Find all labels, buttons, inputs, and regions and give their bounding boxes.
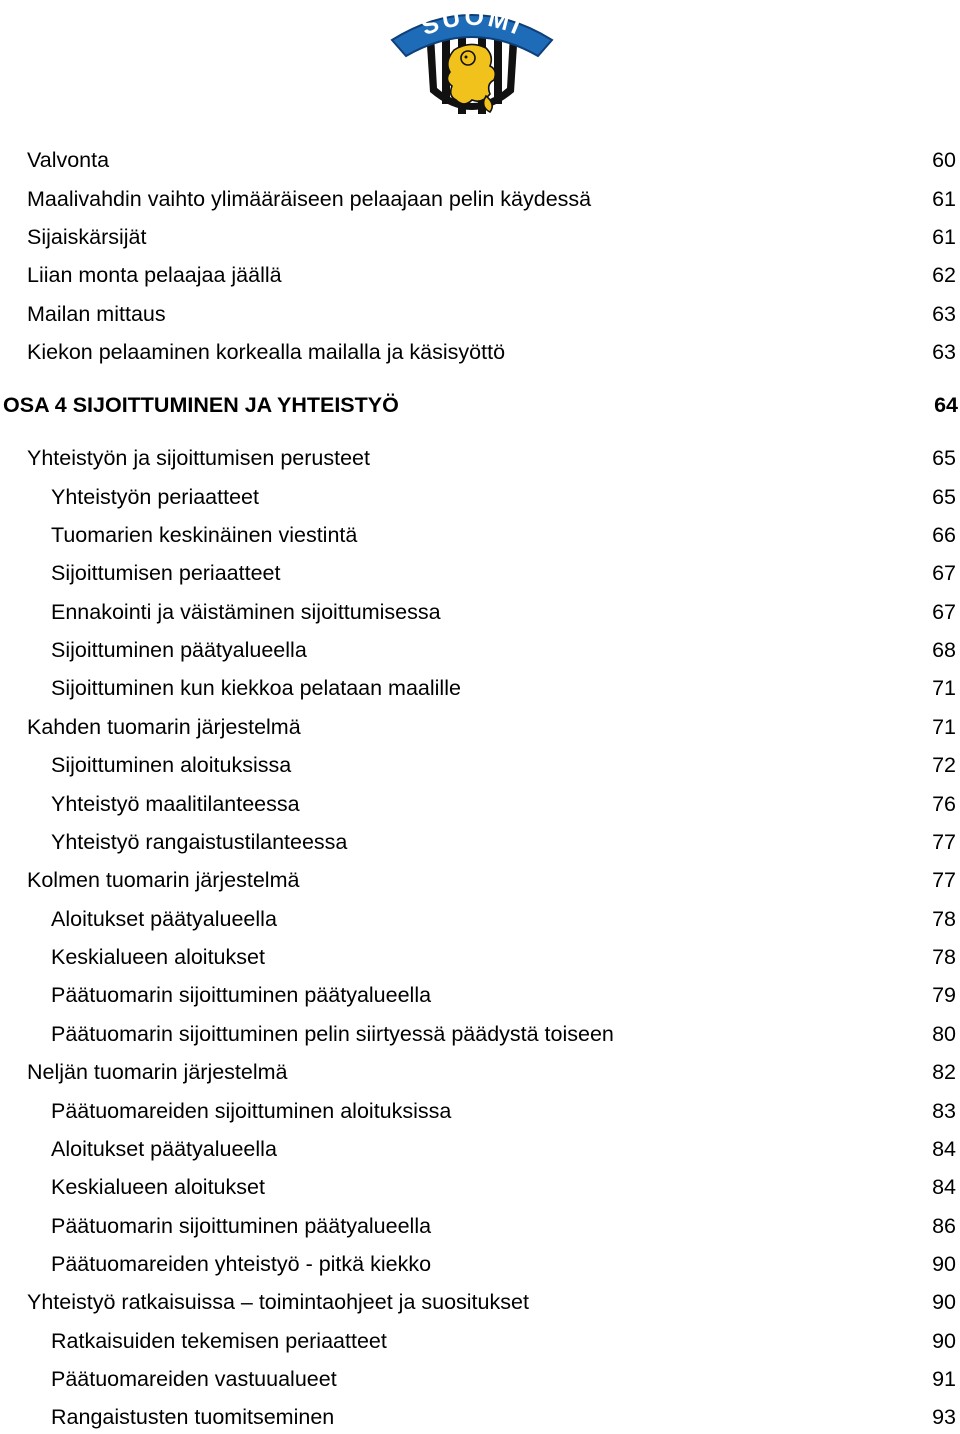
toc-entry [0,1247,960,1281]
toc-entry-title: Yhteistyö maalitilanteessa [51,792,300,816]
toc-entry [0,633,960,667]
toc-entry-page-number: 61 [932,225,956,249]
toc-entry-title: Mailan mittaus [27,302,166,326]
toc-entry [0,518,960,552]
toc-entry-page-number: 60 [932,148,956,172]
toc-entry-title: Päätuomarin sijoittuminen päätyalueella [51,1214,432,1238]
toc-entry-title: Liian monta pelaajaa jäällä [27,263,282,287]
toc-entry [0,825,960,859]
toc-entry [0,556,960,590]
toc-entry [0,480,960,514]
toc-entry-title: Aloitukset päätyalueella [51,1137,277,1161]
toc-entry-title: Sijoittumisen periaatteet [51,561,281,585]
toc-section-heading [0,388,960,422]
toc-entry [0,1094,960,1128]
toc-entry-page-number: 65 [932,446,956,470]
toc-entry-page-number: 67 [932,600,956,624]
toc-entry [0,1362,960,1396]
toc-entry-title: Yhteistyö rangaistustilanteessa [51,830,348,854]
toc-entry-page-number: 84 [932,1137,956,1161]
toc-entry-title: Kahden tuomarin järjestelmä [27,715,301,739]
toc-entry-title: Päätuomarin sijoittuminen pelin siirtyessä päädystä toiseen [51,1022,614,1046]
toc-entry-page-number: 65 [932,485,956,509]
toc-entry-page-number: 91 [932,1367,956,1391]
toc-entry [0,1017,960,1051]
toc-entry-page-number: 67 [932,561,956,585]
toc-entry-page-number: 61 [932,187,956,211]
toc-entry-page-number: 63 [932,302,956,326]
toc-entry [0,258,960,292]
toc-entry-title: Kiekon pelaaminen korkealla mailalla ja käsisyöttö [27,340,506,364]
toc-entry [0,710,960,744]
toc-entry [0,595,960,629]
toc-entry [0,220,960,254]
toc-entry [0,1324,960,1358]
toc-entry-title: Päätuomareiden yhteistyö - pitkä kiekko [51,1252,432,1276]
toc-entry-page-number: 62 [932,263,956,287]
toc-entry-page-number: 80 [932,1022,956,1046]
logo-text: SUOMI [417,2,528,42]
toc-entry-title: Neljän tuomarin järjestelmä [27,1060,288,1084]
toc-entry-page-number: 78 [932,907,956,931]
toc-entry-title: Yhteistyö ratkaisuissa – toimintaohjeet ja suositukset [27,1290,529,1314]
toc-entry-page-number: 82 [932,1060,956,1084]
toc-entry-title: Rangaistusten tuomitseminen [51,1405,335,1429]
toc-entry-title: Sijoittuminen päätyalueella [51,638,307,662]
toc-entry-page-number: 79 [932,983,956,1007]
toc-entry [0,748,960,782]
toc-entry-page-number: 71 [932,676,956,700]
toc-entry-page-number: 64 [934,393,958,417]
toc-entry-title: Päätuomarin sijoittuminen päätyalueella [51,983,432,1007]
toc-entry-page-number: 68 [932,638,956,662]
toc-entry-title: Ratkaisuiden tekemisen periaatteet [51,1329,387,1353]
toc-entry-title: Päätuomareiden vastuualueet [51,1367,337,1391]
toc-entry-title: Yhteistyön periaatteet [51,485,259,509]
toc-entry-title: Ennakointi ja väistäminen sijoittumisessa [51,600,441,624]
toc-entry-page-number: 76 [932,792,956,816]
toc-entry [0,863,960,897]
toc-entry [0,297,960,331]
toc-entry [0,1132,960,1166]
toc-entry-page-number: 63 [932,340,956,364]
toc-entry [0,671,960,705]
toc-entry-page-number: 90 [932,1329,956,1353]
toc-entry-title: Sijoittuminen aloituksissa [51,753,292,777]
toc-entry-title: Yhteistyön ja sijoittumisen perusteet [27,446,370,470]
toc-entry-title: Sijaiskärsijät [27,225,147,249]
toc-entry [0,1285,960,1319]
toc-entry-page-number: 71 [932,715,956,739]
toc-entry [0,787,960,821]
toc-entry [0,902,960,936]
toc-entry-page-number: 93 [932,1405,956,1429]
toc-entry-title: Valvonta [27,148,110,172]
toc-entry-title: Maalivahdin vaihto ylimääräiseen pelaajaan pelin käydessä [27,187,592,211]
toc-entry [0,441,960,475]
toc-entry [0,1170,960,1204]
toc-entry [0,335,960,369]
toc-entry [0,143,960,177]
toc-entry-page-number: 90 [932,1290,956,1314]
toc-entry [0,1055,960,1089]
toc-entry [0,1209,960,1243]
toc-entry-title: Päätuomareiden sijoittuminen aloituksissa [51,1099,452,1123]
toc-entry-page-number: 90 [932,1252,956,1276]
toc-entry-page-number: 77 [932,868,956,892]
toc-entry-page-number: 86 [932,1214,956,1238]
toc-entry-title: Tuomarien keskinäinen viestintä [51,523,358,547]
toc-entry-page-number: 66 [932,523,956,547]
toc-entry-page-number: 83 [932,1099,956,1123]
toc-entry-title: Sijoittuminen kun kiekkoa pelataan maalille [51,676,461,700]
toc-entry [0,940,960,974]
toc-entry [0,1400,960,1434]
toc-entry [0,182,960,216]
toc-entry-title: Aloitukset päätyalueella [51,907,277,931]
toc-entry-title: OSA 4 SIJOITTUMINEN JA YHTEISTYÖ [3,393,399,417]
toc-entry-title: Keskialueen aloitukset [51,945,265,969]
toc-entry-page-number: 72 [932,753,956,777]
toc-entry-title: Kolmen tuomarin järjestelmä [27,868,300,892]
toc-entry-page-number: 84 [932,1175,956,1199]
toc-entry-title: Keskialueen aloitukset [51,1175,265,1199]
toc-entry [0,978,960,1012]
toc-entry-page-number: 77 [932,830,956,854]
toc-entry-page-number: 78 [932,945,956,969]
